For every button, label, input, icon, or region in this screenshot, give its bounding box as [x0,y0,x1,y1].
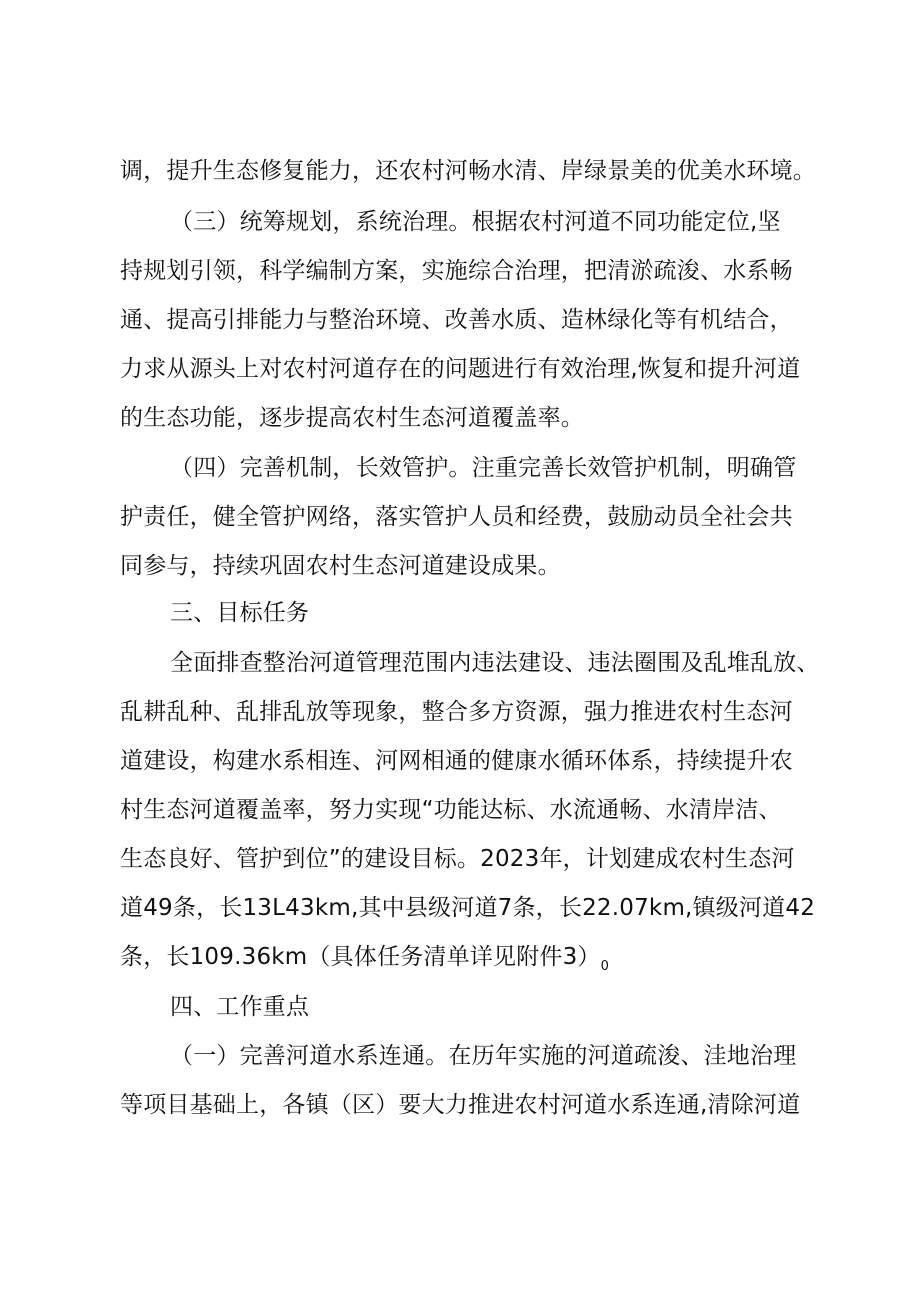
paragraph-line: 调，提升生态修复能力，还农村河畅水清、岸绿景美的优美水环境。 [120,158,816,184]
paragraph-line: 护责任，健全管护网络，落实管护人员和经费，鼓励动员全社会共 [120,504,793,530]
paragraph-line: 同参与，持续巩固农村生态河道建设成果。 [120,553,561,579]
paragraph-line: 的生态功能，逐步提高农村生态河道覆盖率。 [120,405,584,431]
paragraph-line: 全面排查整治河道管理范围内违法建设、违法圈围及乱堆乱放、 [170,650,820,676]
paragraph-line: （三）统筹规划，系统治理。根据农村河道不同功能定位,坚 [170,209,781,235]
paragraph-line [120,942,609,982]
paragraph-line: 力求从源头上对农村河道存在的问题进行有效治理,恢复和提升河道 [120,356,801,382]
paragraph-line: 等项目基础上，各镇（区）要大力推进农村河道水系连通,清除河道 [120,1092,801,1118]
paragraph-line: 生态良好、管护到位”的建设目标。2023年，计划建成农村生态河 [120,846,795,872]
paragraph-text: 条，长109.36km（具体任务清单详见附件3） [120,944,601,970]
paragraph-line: （一）完善河道水系连通。在历年实施的河道疏浚、洼地治理 [170,1043,797,1069]
section-heading: 四、工作重点 [170,994,310,1020]
paragraph-line: 道建设，构建水系相连、河网相通的健康水循环体系，持续提升农 [120,748,793,774]
paragraph-line: 乱耕乱种、乱排乱放等现象，整合多方资源，强力推进农村生态河 [120,699,793,725]
paragraph-line: 村生态河道覆盖率，努力实现“功能达标、水流通畅、水清岸洁、 [120,797,782,823]
paragraph-line: 通、提高引排能力与整治环境、改善水质、造林绿化等有机结合， [120,307,793,333]
paragraph-line: 持规划引领，科学编制方案，实施综合治理，把清淤疏浚、水系畅 [120,258,793,284]
footnote-mark: 0 [600,959,610,974]
paragraph-line: 道49条，长13L43km,其中县级河道7条，长22.07km,镇级河道42 [120,895,816,921]
section-heading: 三、目标任务 [170,600,310,626]
paragraph-line: （四）完善机制，长效管护。注重完善长效管护机制，明确管 [170,455,797,481]
